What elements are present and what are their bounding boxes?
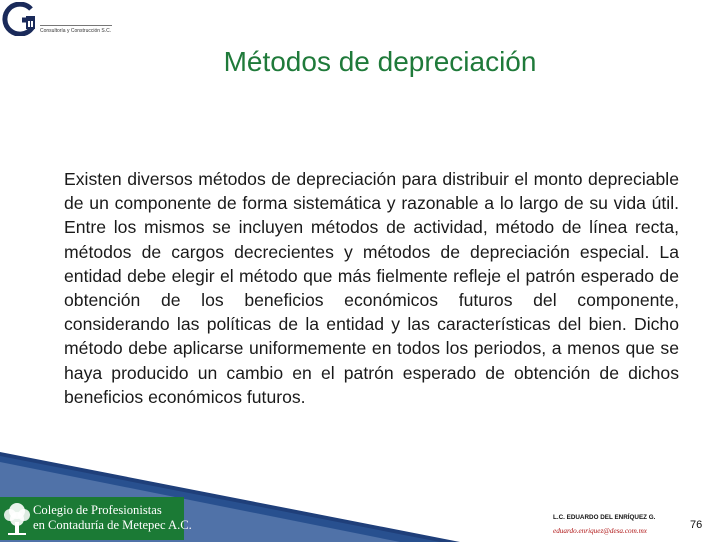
slide-title: Métodos de depreciación <box>223 46 537 77</box>
body-line: se haya producido un cambio en el patrón esperado de obtención de <box>64 338 679 383</box>
tree-emblem-icon <box>2 500 32 537</box>
company-logo-mark-icon <box>2 2 38 36</box>
logo-caption: Consultoría y Construcción S.C. <box>40 28 112 34</box>
body-line: lo largo de su vida útil. Entre los mismos se incluyen métodos de <box>64 193 680 238</box>
body-line: políticas de la entidad y las características del bien. Dicho método <box>64 314 679 359</box>
college-name-line1: Colegio de Profesionistas <box>33 503 162 517</box>
body-line: métodos de depreciación especial. La entidad debe elegir el método <box>64 241 680 286</box>
author-email: eduardo.enriquez@desa.com.mx <box>553 527 647 535</box>
company-logo <box>2 2 114 36</box>
body-line: actividad, método de línea recta, métodos de cargos decrecientes y <box>64 217 679 262</box>
logo-divider <box>40 25 112 26</box>
body-line: que más fielmente refleje el patrón esperado de obtención de los <box>64 265 679 311</box>
page-number: 76 <box>690 519 703 531</box>
college-logo <box>0 497 192 540</box>
body-line: Existen diversos métodos de depreciación para distribuir el monto <box>64 169 589 189</box>
body-line: debe aplicarse uniformemente en todos los periodos, a menos que <box>128 338 661 359</box>
body-line: depreciable de un componente de forma sistemática y razonable a <box>64 169 679 214</box>
slide-body <box>64 167 679 409</box>
college-name-line2: en Contaduría de Metepec A.C. <box>33 518 192 532</box>
body-line: dichos beneficios económicos futuros. <box>64 362 679 407</box>
college-name <box>33 503 192 533</box>
author-name: L.C. EDUARDO DEL ENRÍQUEZ G. <box>553 514 656 521</box>
body-line: beneficios económicos futuros del componente, considerando las <box>64 290 679 335</box>
